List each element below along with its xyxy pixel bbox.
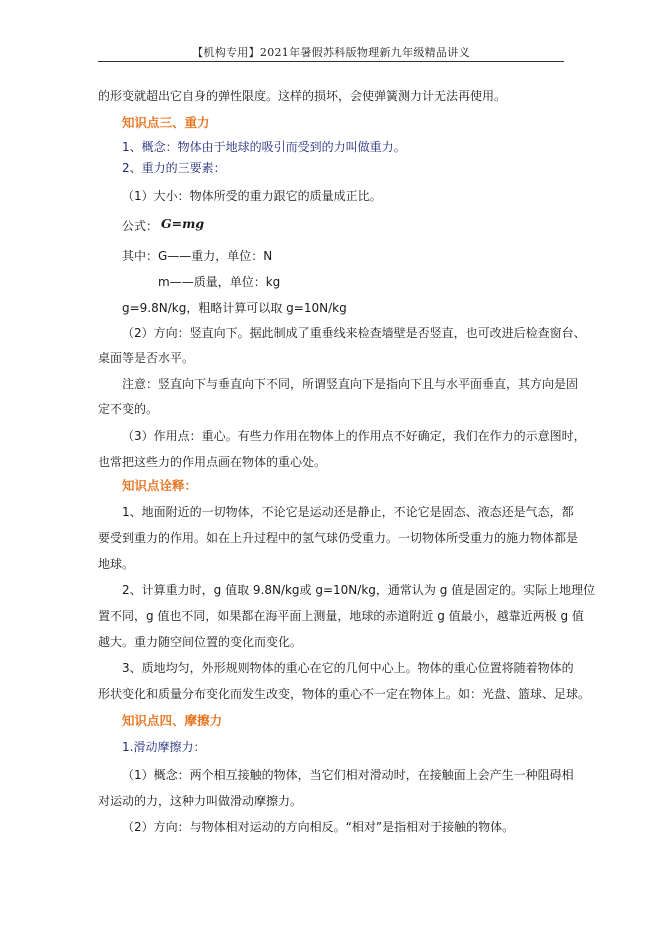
paragraph-line: 要受到重力的作用。如在上升过程中的氢气球仍受重力。一切物体所受重力的施力物体都是 [98,531,579,545]
paragraph-line: 定不变的。 [98,402,159,416]
formula: G=mg [161,216,205,231]
paragraph-line: 越大。重力随空间位置的变化而变化。 [98,635,303,649]
paragraph-line: （2）方向：竖直向下。据此制成了重垂线来检查墙壁是否竖直，也可改进后检查窗台、 [122,326,586,340]
paragraph-line: 也常把这些力的作用点画在物体的重心处。 [98,455,327,469]
paragraph-line: 2、重力的三要素： [122,161,226,175]
paragraph-line: 对运动的力，这种力叫做滑动摩擦力。 [98,794,303,808]
paragraph-line: 形状变化和质量分布变化而发生改变，物体的重心不一定在物体上。如：光盘、篮球、足球。 [98,687,591,701]
paragraph-line: 桌面等是否水平。 [98,351,195,365]
paragraph-line: 2、计算重力时，g 值取 9.8N/kg或 g=10N/kg，通常认为 g 值是固定的。实际上地理位 [122,583,596,597]
paragraph-line: （3）作用点：重心。有些力作用在物体上的作用点不好确定，我们在作力的示意图时， [122,429,586,443]
paragraph-line: 注意：竖直向下与垂直向下不同，所谓竖直向下是指向下且与水平面垂直，其方向是固 [122,377,579,391]
paragraph-line: （2）方向：与物体相对运动的方向相反。“相对”是指相对于接触的物体。 [122,820,515,834]
formula-label: 公式： [122,219,159,233]
page-header: 【机构专用】2021年暑假苏科版物理新九年级精品讲义 [192,46,470,59]
paragraph-line: 1.滑动摩擦力： [122,740,206,754]
paragraph-line: 3、质地均匀，外形规则物体的重心在它的几何中心上。物体的重心位置将随着物体的 [122,661,574,675]
header-divider [98,61,564,62]
paragraph-line: 地球。 [98,557,135,571]
paragraph-line: （1）大小：物体所受的重力跟它的质量成正比。 [122,189,382,203]
paragraph-line: 置不同，g 值也不同，如果都在海平面上测量，地球的赤道附近 g 值最小，越靠近两极 g 值 [98,609,584,623]
paragraph-line: 的形变就超出它自身的弹性限度。这样的损坏，会使弹簧测力计无法再使用。 [98,89,507,103]
paragraph-line: g=9.8N/kg，粗略计算可以取 g=10N/kg [122,301,347,315]
section-heading-explanation: 知识点诠释： [122,478,198,493]
paragraph-line: 1、概念：物体由于地球的吸引而受到的力叫做重力。 [122,140,406,154]
paragraph-line: 1、地面附近的一切物体，不论它是运动还是静止，不论它是固态、液态还是气态，都 [122,505,574,519]
section-heading-friction: 知识点四、摩擦力 [122,713,223,728]
paragraph-line: m——质量，单位：kg [158,275,281,289]
paragraph-line: （1）概念：两个相互接触的物体，当它们相对滑动时，在接触面上会产生一种阻碍相 [122,768,574,782]
section-heading-gravity: 知识点三、重力 [122,115,210,130]
paragraph-line: 其中：G——重力，单位：N [122,249,273,263]
